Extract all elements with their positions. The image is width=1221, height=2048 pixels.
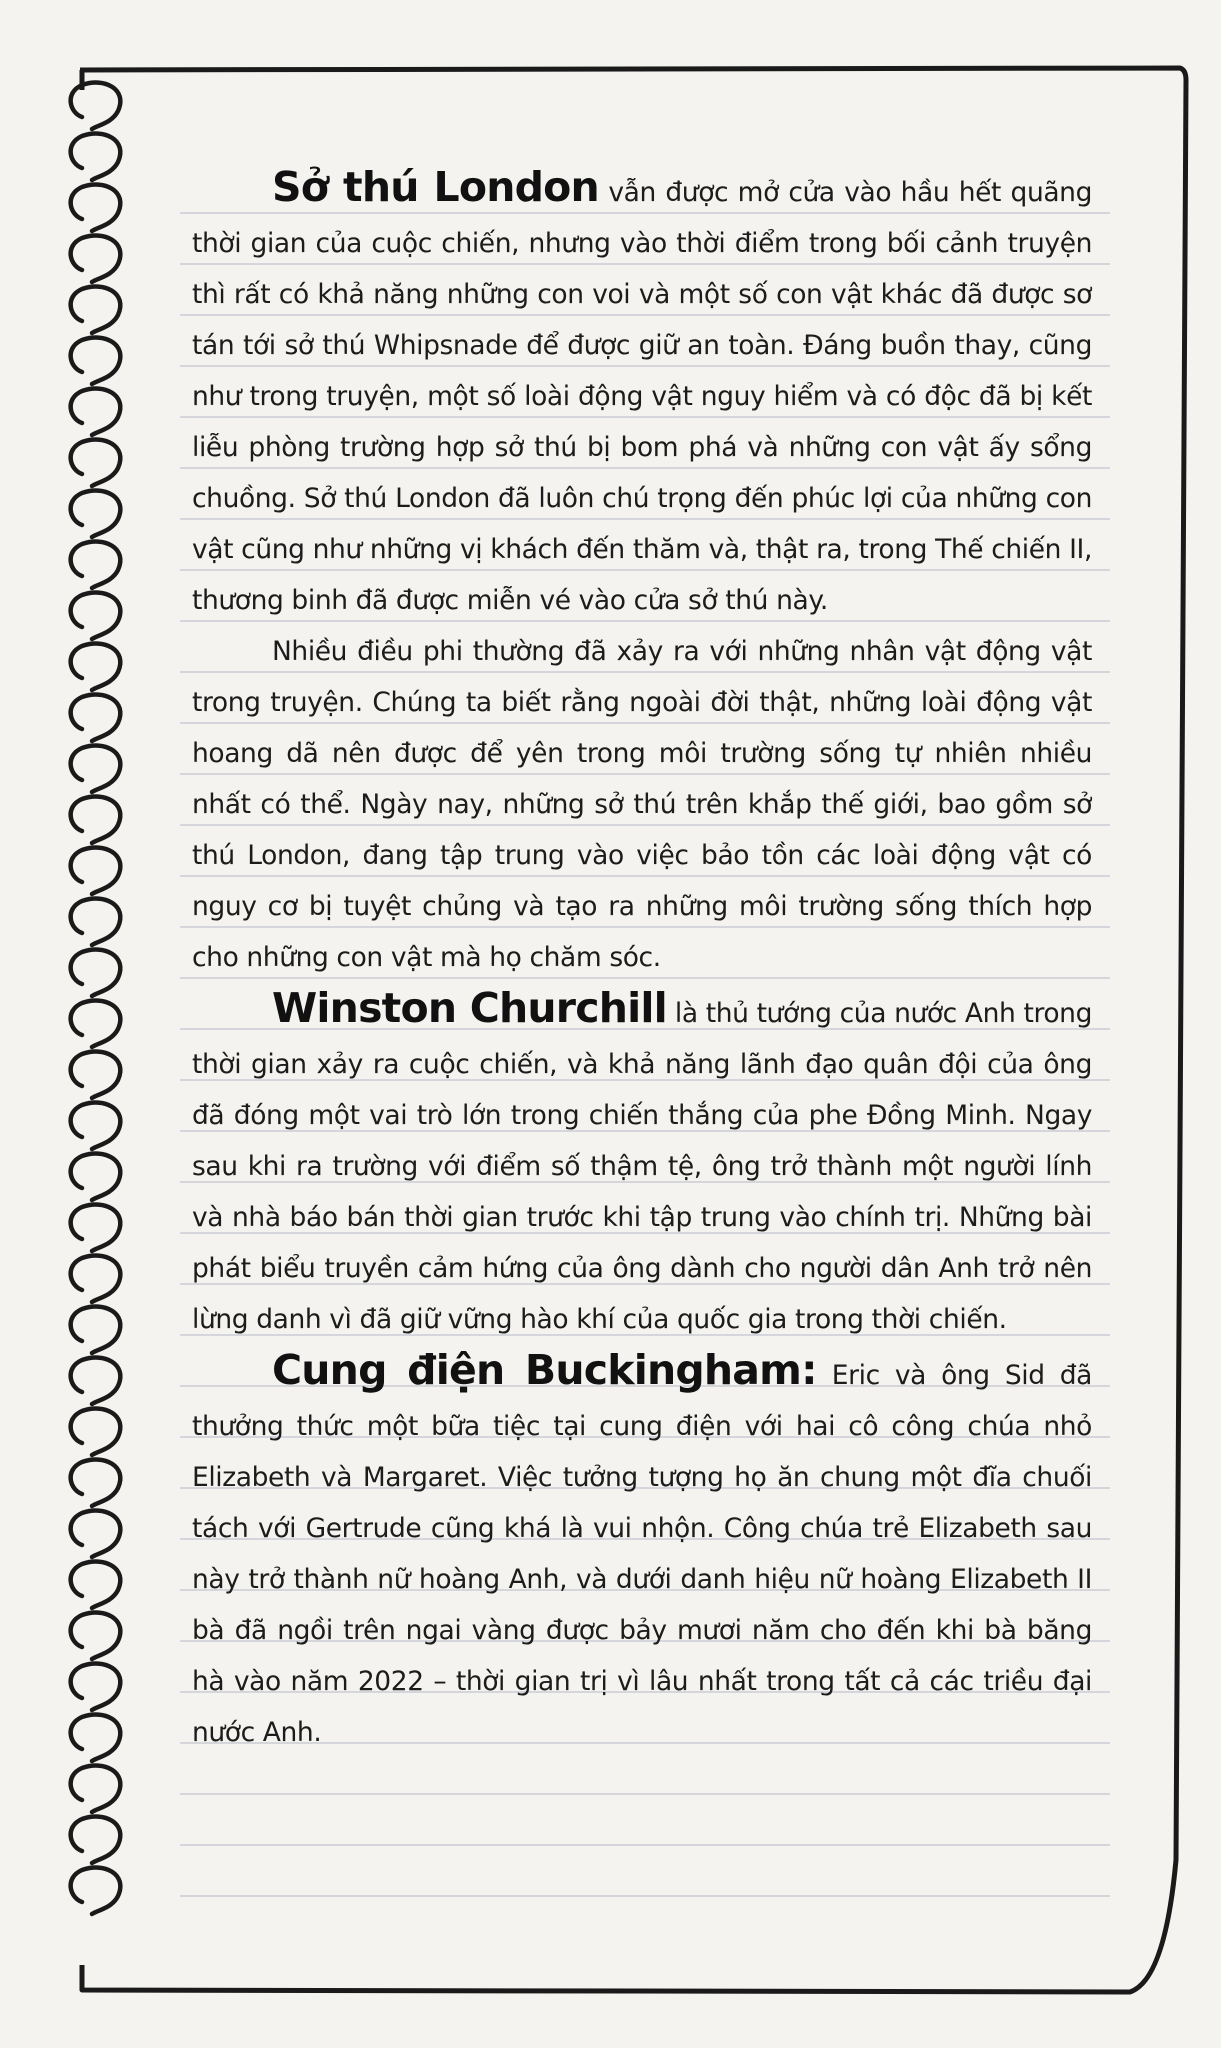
text-area bbox=[192, 162, 1092, 1758]
spiral-loop bbox=[71, 1205, 121, 1251]
spiral-loop bbox=[71, 1511, 121, 1557]
spiral-loop bbox=[71, 746, 121, 792]
spiral-loop bbox=[71, 287, 121, 333]
spiral-loop bbox=[71, 491, 121, 537]
spiral-loop bbox=[71, 899, 121, 945]
spiral-loop bbox=[71, 593, 121, 639]
spiral-loop bbox=[71, 695, 121, 741]
spiral-loop bbox=[71, 542, 121, 588]
spiral-loop bbox=[71, 950, 121, 996]
spiral-loop bbox=[71, 236, 121, 282]
spiral-loop bbox=[71, 1613, 121, 1659]
paragraph-churchill bbox=[192, 983, 1092, 1345]
spiral-binding bbox=[71, 83, 121, 1914]
spiral-loop bbox=[71, 1307, 121, 1353]
spiral-loop bbox=[71, 1001, 121, 1047]
spiral-loop bbox=[71, 1868, 121, 1914]
spiral-loop bbox=[71, 1358, 121, 1404]
spiral-loop bbox=[71, 389, 121, 435]
paragraph-buckingham bbox=[192, 1345, 1092, 1758]
paragraph-london-zoo-text: vẫn được mở cửa vào hầu hết quãng thời gian của cuộc chiến, nhưng vào thời điểm trong bối cảnh truyện thì rất có khả năng những con voi và một số con vật khác đã được sơ tán tới sở thú Whipsnade để được giữ an toàn. Đáng buồn thay, cũng như trong truyện, một số loài động vật nguy hiểm và có độc đã bị kết liễu phòng trường hợp sở thú bị bom phá và những con vật ấy sổng chuồng. Sở thú London đã luôn chú trọng đến phúc lợi của những con vật cũng như những vị khách đến thăm và, thật ra, trong Thế chiến II, thương binh đã được miễn vé vào cửa sở thú này. bbox=[192, 177, 1092, 616]
spiral-loop bbox=[71, 185, 121, 231]
spiral-loop bbox=[71, 1409, 121, 1455]
spiral-loop bbox=[71, 1664, 121, 1710]
paragraph-london-zoo bbox=[192, 162, 1092, 626]
spiral-loop bbox=[71, 1154, 121, 1200]
spiral-loop bbox=[71, 1715, 121, 1761]
spiral-loop bbox=[71, 1052, 121, 1098]
spiral-loop bbox=[71, 1562, 121, 1608]
spiral-loop bbox=[71, 1766, 121, 1812]
spiral-loop bbox=[71, 1103, 121, 1149]
heading-churchill: Winston Churchill bbox=[272, 984, 667, 1032]
spiral-loop bbox=[71, 338, 121, 384]
spiral-loop bbox=[71, 1256, 121, 1302]
spiral-loop bbox=[71, 1460, 121, 1506]
heading-buckingham: Cung điện Buckingham: bbox=[272, 1346, 817, 1394]
paragraph-churchill-text: là thủ tướng của nước Anh trong thời gian xảy ra cuộc chiến, và khả năng lãnh đạo quân đội của ông đã đóng một vai trò lớn trong chiến thắng của phe Đồng Minh. Ngay sau khi ra trường với điểm số thậm tệ, ông trở thành một người lính và nhà báo bán thời gian trước khi tập trung vào chính trị. Những bài phát biểu truyền cảm hứng của ông dành cho người dân Anh trở nên lừng danh vì đã giữ vững hào khí của quốc gia trong thời chiến. bbox=[192, 998, 1092, 1335]
paragraph-animals bbox=[192, 626, 1092, 983]
spiral-loop bbox=[71, 134, 121, 180]
heading-london-zoo: Sở thú London bbox=[272, 163, 599, 211]
spiral-loop bbox=[71, 797, 121, 843]
spiral-loop bbox=[71, 1817, 121, 1863]
spiral-loop bbox=[71, 440, 121, 486]
spiral-loop bbox=[71, 644, 121, 690]
paragraph-animals-text: Nhiều điều phi thường đã xảy ra với những nhân vật động vật trong truyện. Chúng ta biết rằng ngoài đời thật, những loài động vật hoang dã nên được để yên trong môi trường sống tự nhiên nhiều nhất có thể. Ngày nay, những sở thú trên khắp thế giới, bao gồm sở thú London, đang tập trung vào việc bảo tồn các loài động vật có nguy cơ bị tuyệt chủng và tạo ra những môi trường sống thích hợp cho những con vật mà họ chăm sóc. bbox=[192, 636, 1092, 973]
spiral-loop bbox=[71, 848, 121, 894]
paragraph-buckingham-text: Eric và ông Sid đã thưởng thức một bữa tiệc tại cung điện với hai cô công chúa nhỏ Elizabeth và Margaret. Việc tưởng tượng họ ăn chung một đĩa chuối tách với Gertrude cũng khá là vui nhộn. Công chúa trẻ Elizabeth sau này trở thành nữ hoàng Anh, và dưới danh hiệu nữ hoàng Elizabeth II bà đã ngồi trên ngai vàng được bảy mươi năm cho đến khi bà băng hà vào năm 2022 – thời gian trị vì lâu nhất trong tất cả các triều đại nước Anh. bbox=[192, 1360, 1092, 1748]
spiral-loop bbox=[71, 83, 121, 129]
